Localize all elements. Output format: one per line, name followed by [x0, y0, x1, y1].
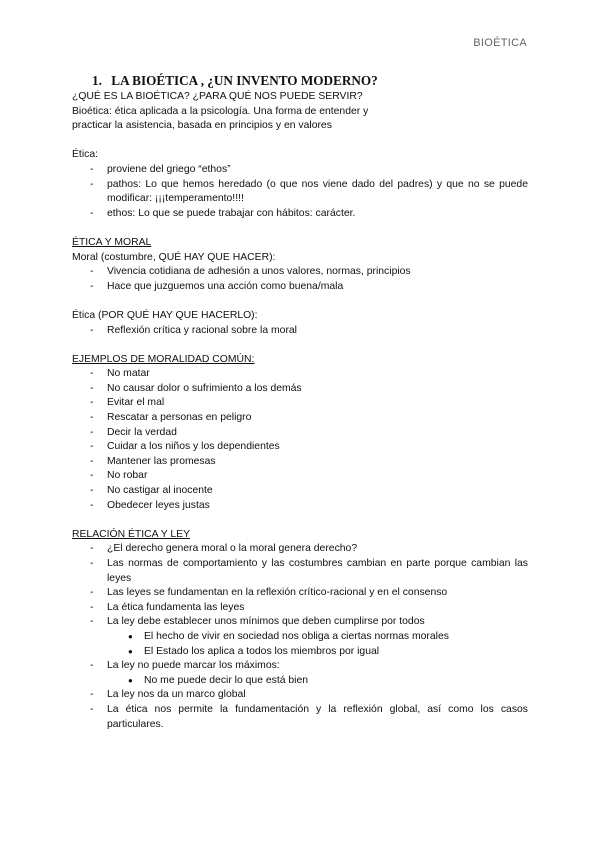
list-item: - Las leyes se fundamentan en la reflexión crítico-racional y en el consenso [90, 587, 448, 599]
heading-number: 1. [92, 73, 102, 88]
list-item: - Rescatar a personas en peligro [90, 412, 252, 424]
relacion-list-cont [72, 659, 528, 674]
maximos-sublist [72, 674, 528, 689]
list-item: - No robar [90, 470, 148, 482]
list-item: - No castigar al inocente [90, 485, 213, 497]
etica-label: Ética: [72, 149, 98, 161]
list-item: - Vivencia cotidiana de adhesión a unos valores, normas, principios [90, 266, 411, 278]
list-item: - La ley nos da un marco global [90, 689, 246, 701]
intro-line: Bioética: ética aplicada a la psicología. Una forma de entender y [72, 105, 369, 117]
bullet-icon: ● [128, 646, 133, 656]
list-item: - Reflexión crítica y racional sobre la moral [90, 324, 297, 336]
list-item: - La ética fundamenta las leyes [90, 601, 245, 613]
bullet-icon: ● [128, 631, 133, 641]
list-item: - Evitar el mal [90, 397, 165, 409]
list-item: - Las normas de comportamiento y las costumbres cambian en parte porque cambian las leyes [90, 558, 528, 584]
list-item: - Hace que juzguemos una acción como buena/mala [90, 280, 344, 292]
bullet-icon: ● [128, 675, 133, 685]
list-item: - La ley debe establecer unos mínimos que deben cumplirse por todos [90, 616, 425, 628]
list-item: - ethos: Lo que se puede trabajar con hábitos: carácter. [90, 207, 356, 219]
list-item: - La ley no puede marcar los máximos: [90, 660, 280, 672]
moral-label: Moral (costumbre, QUÉ HAY QUE HACER): [72, 251, 276, 263]
list-item: - La ética nos permite la fundamentación y la reflexión global, así como los casos particulares. [90, 703, 528, 730]
etica-por-que-list [72, 324, 528, 339]
list-item: - Obedecer leyes justas [90, 499, 210, 511]
section-title-ejemplos: EJEMPLOS DE MORALIDAD COMÚN: [72, 353, 255, 365]
sub-list-item: ● El Estado los aplica a todos los miembros por igual [72, 645, 528, 660]
ejemplos-list [72, 367, 528, 513]
list-item: - Decir la verdad [90, 426, 177, 438]
minimos-sublist [72, 630, 528, 659]
sub-list-item: ● No me puede decir lo que está bien [72, 674, 528, 689]
relacion-list-end [72, 688, 528, 732]
heading-title: LA BIOÉTICA , ¿UN INVENTO MODERNO? [111, 73, 378, 88]
list-item: - ¿El derecho genera moral o la moral genera derecho? [90, 543, 358, 555]
etica-list [72, 163, 528, 221]
section-title-relacion: RELACIÓN ÉTICA Y LEY [72, 528, 190, 540]
list-item: - No matar [90, 368, 150, 380]
moral-list [72, 265, 528, 294]
intro-line: practicar la asistencia, basada en principios y en valores [72, 120, 332, 132]
page-header: BIOÉTICA [473, 37, 527, 49]
section-heading [92, 72, 528, 90]
list-item: - Cuidar a los niños y los dependientes [90, 441, 280, 453]
document-body [72, 72, 528, 732]
list-item: - Mantener las promesas [90, 455, 216, 467]
list-item: - pathos: Lo que hemos heredado (o que nos viene dado del padres) y que no se puede modificar: ¡¡¡temperamento!!!! [90, 178, 528, 205]
sub-list-item: ● El hecho de vivir en sociedad nos obliga a ciertas normas morales [72, 630, 528, 645]
intro-question: ¿QUÉ ES LA BIOÉTICA? ¿PARA QUÉ NOS PUEDE SERVIR? [72, 91, 363, 102]
list-item: - No causar dolor o sufrimiento a los demás [90, 382, 302, 394]
section-title-etica-moral: ÉTICA Y MORAL [72, 236, 152, 248]
list-item: - proviene del griego “ethos” [90, 163, 231, 175]
relacion-list [72, 542, 528, 630]
etica-por-que-label: Ética (POR QUÉ HAY QUE HACERLO): [72, 309, 258, 321]
